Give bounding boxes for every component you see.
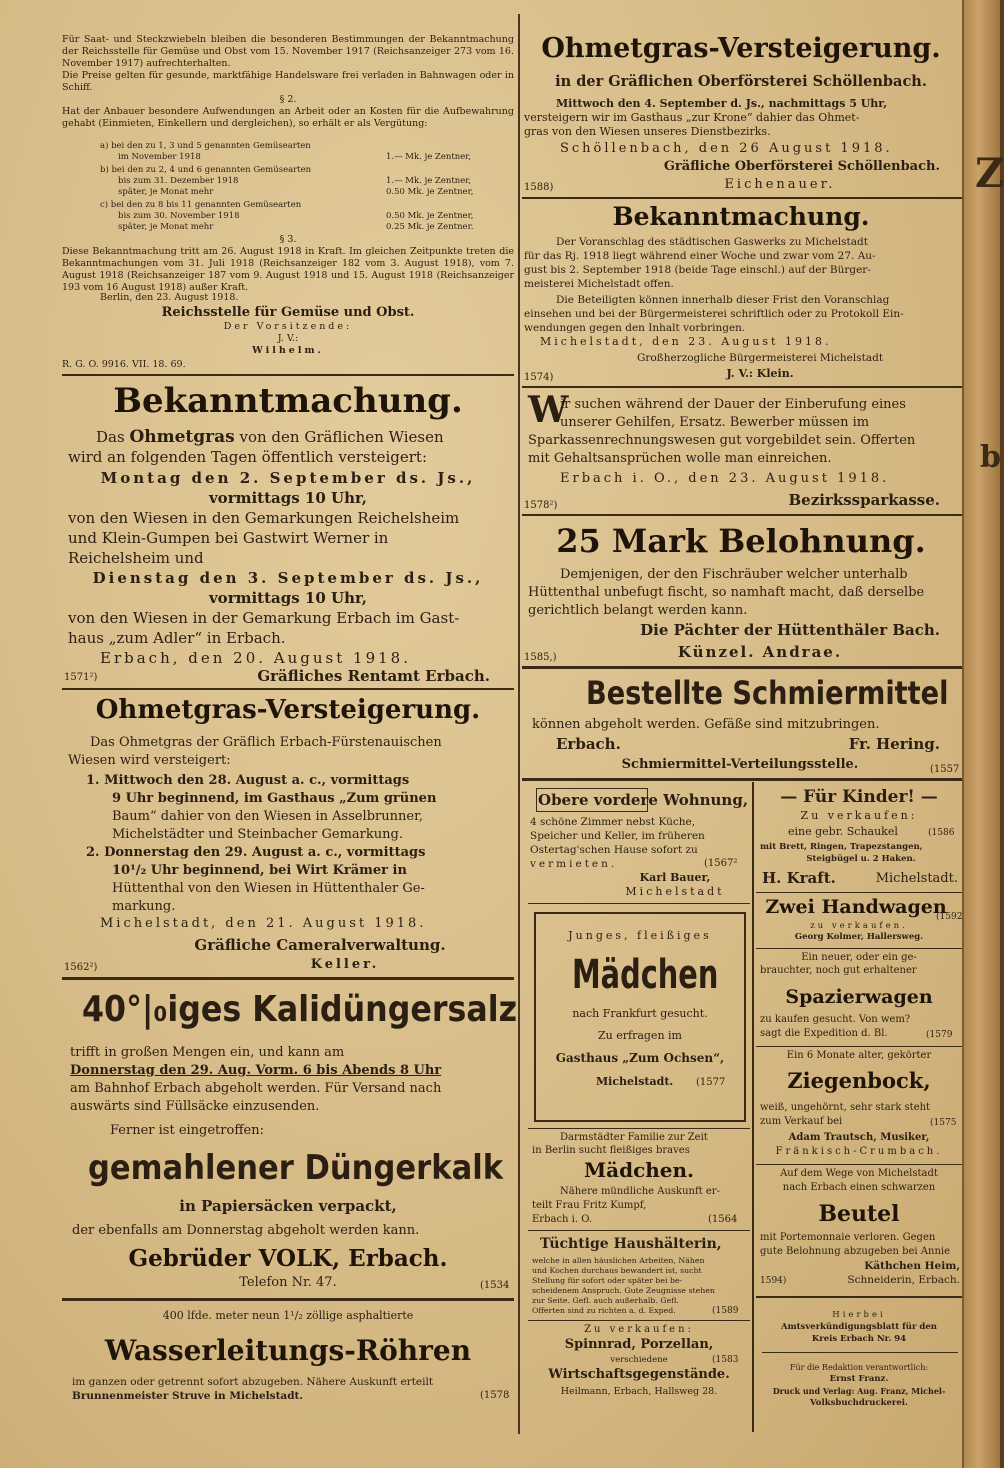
text-line: weiß, ungehörnt, sehr stark steht xyxy=(760,1102,931,1113)
text-line: Georg Kolmer, Hallersweg. xyxy=(794,932,924,942)
list-item-price: 1.— Mk. je Zentner, xyxy=(386,176,472,186)
text-line: in Berlin sucht fleißiges braves xyxy=(532,1145,690,1156)
list-item: Michelstädter und Steinbacher Gemarkung. xyxy=(112,827,403,842)
text-line: 4 schöne Zimmer nebst Küche, xyxy=(530,816,696,828)
reference-number: R. G. O. 9916. VII. 18. 69. xyxy=(62,359,186,370)
list-item-label: a) bei den zu 1, 3 und 5 genannten Gemüsearten xyxy=(100,141,311,151)
text-line: einsehen und bei der Bürgermeisterei schriftlich oder zu Protokoll Ein- xyxy=(524,308,904,320)
divider xyxy=(756,1046,962,1047)
ad-title: Tüchtige Haushälterin, xyxy=(540,1236,722,1252)
text-line: und Kochen durchaus bewandert ist, sucht xyxy=(532,1266,702,1275)
paragraph: Die Preise gelten für gesunde, marktfähige Handelsware frei verladen in Bahnwagen oder in Schiff. xyxy=(62,70,514,93)
text-line: mit Brett, Ringen, Trapezstangen, xyxy=(760,842,923,852)
signature: Gräfliche Cameralverwaltung. xyxy=(194,936,446,954)
divider xyxy=(62,374,514,376)
divider xyxy=(522,514,962,516)
text-line: Gasthaus „Zum Ochsen“, xyxy=(555,1051,725,1065)
text-line: am Bahnhof Erbach abgeholt werden. Für Versand nach xyxy=(70,1081,442,1096)
firm: Fr. Hering. xyxy=(848,735,940,753)
text-line: gerichtlich belangt werden kann. xyxy=(528,603,748,618)
date-line: Dienstag den 3. September ds. Js., xyxy=(92,569,484,587)
text-line: mit Gehaltsansprüchen wolle man einreichen. xyxy=(528,451,832,466)
text-line: Offerten sind zu richten a. d. Exped. xyxy=(532,1306,676,1315)
name: Karl Bauer, xyxy=(639,871,711,884)
text-line: Stellung für sofort oder später bei be- xyxy=(532,1276,683,1285)
divider xyxy=(62,688,514,690)
ad-title: Ziegenbock, xyxy=(787,1068,931,1093)
ad-number: (1578 xyxy=(480,1390,510,1401)
text-line: von den Wiesen in den Gemarkungen Reichelsheim xyxy=(68,509,460,527)
ad-number: (1567² xyxy=(704,858,738,869)
text-line: Ferner ist eingetroffen: xyxy=(110,1123,265,1138)
divider xyxy=(522,778,962,781)
dateline: Erbach i. O., den 23. August 1918. xyxy=(560,471,890,486)
text-line: zur Seite. Gefl. auch außerhalb. Gefl. xyxy=(532,1296,679,1305)
signature-name: Wilhelm. xyxy=(252,345,324,356)
text-line: gust bis 2. September 1918 (beide Tage einschl.) auf der Bürger- xyxy=(524,264,871,276)
paragraph: Hat der Anbauer besondere Aufwendungen an Arbeit oder an Kosten für die Aufbewahrung gehabt (Einmieten, Einkellern und dergleichen), so erhält er als Vergütung: xyxy=(62,106,514,129)
paragraph: Für Saat- und Steckzwiebeln bleiben die besonderen Bestimmungen der Bekanntmachung der Reichsstelle für Gemüse und Obst vom 15. November 1917 (Reichsanzeiger 273 vom 16. November 1917) aufrechterhalten. xyxy=(62,34,514,69)
text-line: mit Portemonnaie verloren. Gegen xyxy=(760,1232,936,1243)
text-line: 400 lfde. meter neun 1¹/₂ zöllige asphaltierte xyxy=(162,1309,414,1322)
subcolumn-divider xyxy=(752,782,754,1432)
text-line: Ernst Franz. xyxy=(829,1374,889,1384)
divider xyxy=(62,1298,514,1301)
list-item: Hüttenthal von den Wiesen in Hüttenthaler Ge- xyxy=(112,881,425,896)
ad-number: 1574) xyxy=(524,372,554,383)
ad-number: 1571²) xyxy=(64,672,98,683)
text-line: wird an folgenden Tagen öffentlich versteigert: xyxy=(68,448,427,466)
text-line: zum Verkauf bei xyxy=(760,1116,843,1127)
ad-title: Spinnrad, Porzellan, xyxy=(564,1337,714,1352)
place: Erbach. xyxy=(556,735,621,753)
ad-number: (1557 xyxy=(930,764,960,775)
text-line: Wiesen wird versteigert: xyxy=(68,753,231,768)
time-line: vormittags 10 Uhr, xyxy=(208,589,368,607)
text-line: von den Wiesen in der Gemarkung Erbach im Gast- xyxy=(68,609,460,627)
text-line: Donnerstag den 29. Aug. Vorm. 6 bis Abends 8 Uhr xyxy=(70,1063,442,1078)
text-line: gute Belohnung abzugeben bei Annie xyxy=(760,1246,951,1257)
ad-number: 1594) xyxy=(760,1276,787,1286)
text-line: Brunnenmeister Struve in Michelstadt. xyxy=(72,1390,304,1402)
text-line: und Klein-Gumpen bei Gastwirt Werner in xyxy=(68,529,389,547)
signature-proxy: J. V.: xyxy=(277,333,299,344)
place: Michelstadt xyxy=(625,885,725,898)
list-item-sub: bis zum 30. November 1918 xyxy=(118,211,240,221)
dateline: Michelstadt, den 21. August 1918. xyxy=(100,916,427,931)
notice-title: Bekanntmachung. xyxy=(113,381,463,421)
text-line: welche in allen häuslichen Arbeiten, Nähen xyxy=(532,1256,705,1265)
signature: Die Pächter der Hüttenthäler Bach. xyxy=(640,621,940,639)
text-line: Hüttenthal unbefugt fischt, so namhaft macht, daß derselbe xyxy=(528,585,925,600)
ad-number: (1583 xyxy=(712,1355,739,1365)
text-line: der ebenfalls am Donnerstag abgeholt werden kann. xyxy=(72,1223,420,1238)
list-item-sub: bis zum 31. Dezember 1918 xyxy=(118,176,239,186)
list-item-price: 1.— Mk. je Zentner, xyxy=(386,152,472,162)
ad-number: 1588) xyxy=(524,182,554,193)
text-line: sagt die Expedition d. Bl. xyxy=(760,1028,888,1039)
ad-title: Wirtschaftsgegenstände. xyxy=(548,1367,730,1382)
dateline: Berlin, den 23. August 1918. xyxy=(100,292,239,303)
list-item-sub: später, je Monat mehr xyxy=(118,187,214,197)
text-line: Darmstädter Familie zur Zeit xyxy=(560,1132,708,1143)
text-line: Speicher und Keller, im früheren xyxy=(530,830,705,842)
signature-name: Eichenauer. xyxy=(724,177,836,192)
notice-title: Ohmetgras-Versteigerung. xyxy=(541,33,941,64)
ad-number: (1534 xyxy=(480,1280,510,1291)
text-line: scheidenem Anspruch. Gute Zeugnisse stehen xyxy=(532,1286,715,1295)
list-item-label: c) bei den zu 8 bis 11 genannten Gemüsearten xyxy=(100,200,302,210)
next-page-edge xyxy=(962,0,1000,1468)
ad-title: Obere vordere Wohnung, xyxy=(538,791,749,809)
text-line: für das Rj. 1918 liegt während einer Woche und zwar vom 27. Au- xyxy=(524,250,876,262)
text-line: im ganzen oder getrennt sofort abzugeben. Nähere Auskunft erteilt xyxy=(72,1376,434,1388)
text-line: Volksbuchdruckerei. xyxy=(809,1398,908,1408)
text-line: Der Voranschlag des städtischen Gaswerks zu Michelstadt xyxy=(556,236,868,248)
place: Michelstadt. xyxy=(875,871,958,886)
paragraph: Diese Bekanntmachung tritt am 26. August 1918 in Kraft. Im gleichen Zeitpunkte treten die Bekanntmachungen vom 31. Juli 1918 (Reichsanzeiger 182 vom 3. August 1918), vom 7. August 1918 (Reichsanzeiger 187 vom 9. August 1918 und 15. August 1918 (Reichsanzeiger 193 vom 16 August 1918) außer Kraft. xyxy=(62,246,514,293)
ad-title: Beutel xyxy=(818,1201,900,1227)
signature-org: Großherzogliche Bürgermeisterei Michelstadt xyxy=(636,352,884,364)
place: Michelstadt. xyxy=(596,1075,674,1088)
text-line: verschiedene xyxy=(610,1355,668,1365)
list-item-price: 0.50 Mk. je Zentner, xyxy=(386,187,474,197)
notice-title: 40°|₀iges Kalidüngersalz xyxy=(82,989,518,1030)
date-line: Montag den 2. September ds. Js., xyxy=(100,469,476,487)
text-line: ir suchen während der Dauer der Einberufung eines xyxy=(560,397,906,412)
telephone: Telefon Nr. 47. xyxy=(239,1275,337,1290)
divider xyxy=(756,892,962,893)
text-line: Auf dem Wege von Michelstadt xyxy=(780,1168,938,1179)
ad-number: 1585,) xyxy=(524,652,557,663)
ad-title: Mädchen. xyxy=(583,1158,695,1182)
divider xyxy=(528,903,750,904)
notice-title-box xyxy=(522,670,960,716)
divider xyxy=(756,948,962,949)
divider xyxy=(528,1320,750,1321)
text-line: Steigbügel u. 2 Haken. xyxy=(806,854,916,864)
notice-title: Bestellte Schmiermittel xyxy=(586,674,949,712)
dateline: Erbach, den 20. August 1918. xyxy=(100,649,411,667)
text-line xyxy=(68,427,514,447)
text-line: Das Ohmetgras der Gräflich Erbach-Fürstenauischen xyxy=(90,735,442,750)
text-line: Kreis Erbach Nr. 94 xyxy=(811,1334,907,1344)
ad-number: (1589 xyxy=(712,1306,739,1316)
text-line: können abgeholt werden. Gefäße sind mitzubringen. xyxy=(532,717,880,732)
text-line: Sparkassenrechnungswesen gut vorgebildet sein. Offerten xyxy=(528,433,916,448)
signature: Gräfliches Rentamt Erbach. xyxy=(257,667,490,685)
notice-title: 25 Mark Belohnung. xyxy=(556,522,926,560)
text-line: unserer Gehilfen, Ersatz. Bewerber müssen im xyxy=(560,415,870,430)
text-line: auswärts sind Füllsäcke einzusenden. xyxy=(70,1099,320,1114)
text-line: Junges, fleißiges xyxy=(568,929,712,942)
ad-title: Spazierwagen xyxy=(785,986,933,1008)
ad-number: (1579 xyxy=(926,1030,953,1040)
notice-title: Ohmetgras-Versteigerung. xyxy=(95,695,481,725)
signature-name: Keller. xyxy=(310,957,380,972)
highlight-word: Ohmetgras xyxy=(129,427,235,447)
text-line: Hierbei xyxy=(832,1310,886,1320)
ad-number: (1564 xyxy=(708,1214,738,1225)
text-line: Heilmann, Erbach, Hallsweg 28. xyxy=(560,1386,718,1397)
notice-title: Wasserleitungs-Röhren xyxy=(104,1334,472,1367)
text-line: brauchter, noch gut erhaltener xyxy=(760,965,917,976)
list-item-sub: später, je Monat mehr xyxy=(118,222,214,232)
text-line: zu verkaufen. xyxy=(810,921,908,931)
text-line: Zu verkaufen: xyxy=(584,1324,694,1335)
list-item: Baum“ dahier von den Wiesen in Asselbrunner, xyxy=(112,809,423,824)
divider xyxy=(522,197,962,199)
list-item-price: 0.25 Mk. je Zentner. xyxy=(386,222,474,232)
text-line: gras von den Wiesen unseres Dienstbezirks. xyxy=(524,125,771,138)
text-line: Nähere mündliche Auskunft er- xyxy=(560,1186,720,1197)
section-heading: § 2. xyxy=(279,94,297,105)
text-line: eine gebr. Schaukel xyxy=(788,825,898,838)
signature-title: Der Vorsitzende: xyxy=(223,321,353,332)
ad-number: 1562²) xyxy=(64,962,98,973)
text-line: Mittwoch den 4. September d. Js., nachmittags 5 Uhr, xyxy=(556,97,888,110)
sub-title: gemahlener Düngerkalk xyxy=(88,1148,504,1188)
ad-title-box xyxy=(534,946,746,1004)
divider xyxy=(762,1352,958,1353)
text-line: in Papiersäcken verpackt, xyxy=(179,1197,397,1215)
ad-number: (1586 xyxy=(928,828,955,838)
place: Schneiderin, Erbach. xyxy=(847,1274,960,1286)
text-line: Adam Trautsch, Musiker, xyxy=(788,1132,930,1143)
list-item: 1. Mittwoch den 28. August a. c., vormittags xyxy=(86,773,410,788)
divider xyxy=(522,666,962,669)
list-item: 2. Donnerstag den 29. August a. c., vormittags xyxy=(86,845,426,860)
ad-title: Mädchen xyxy=(572,952,719,998)
text-line: zu kaufen gesucht. Von wem? xyxy=(760,1014,911,1025)
ad-title: Zwei Handwagen xyxy=(765,896,947,918)
text-line: Ostertag'schen Hause sofort zu xyxy=(530,844,698,856)
signature: J. V.: Klein. xyxy=(726,367,794,380)
list-item: 9 Uhr beginnend, im Gasthaus „Zum grünen xyxy=(112,791,437,806)
text-line: Erbach i. O. xyxy=(532,1214,593,1225)
ad-number: (1592 xyxy=(936,912,963,922)
signature: Bezirkssparkasse. xyxy=(788,491,940,509)
text-line: Fränkisch-Crumbach. xyxy=(775,1146,943,1157)
text-line: nach Frankfurt gesucht. xyxy=(572,1007,708,1020)
divider xyxy=(756,1164,962,1165)
notice-title-box xyxy=(62,982,518,1044)
text-line: Druck und Verlag: Aug. Franz, Michel- xyxy=(772,1386,946,1396)
time-line: vormittags 10 Uhr, xyxy=(208,489,368,507)
signature-org: Reichsstelle für Gemüse und Obst. xyxy=(161,305,415,320)
signature-names: Künzel. Andrae. xyxy=(677,643,843,661)
column-divider xyxy=(518,14,520,1434)
text-fragment: Das xyxy=(96,428,125,446)
text-line: vermieten. xyxy=(530,858,618,870)
text-fragment: von den Gräflichen Wiesen xyxy=(239,428,444,446)
firm-name: Gebrüder VOLK, Erbach. xyxy=(128,1245,448,1272)
name: Käthchen Heim, xyxy=(864,1260,960,1272)
ad-title: — Für Kinder! — xyxy=(780,787,938,807)
divider xyxy=(528,1128,750,1129)
text-line: Zu verkaufen: xyxy=(800,809,918,822)
list-item-label: b) bei den zu 2, 4 und 6 genannten Gemüsearten xyxy=(100,165,312,175)
signature: Gräfliche Oberförsterei Schöllenbach. xyxy=(663,159,940,174)
edge-glyph: Z xyxy=(975,150,1004,197)
list-item-price: 0.50 Mk. je Zentner, xyxy=(386,211,474,221)
text-line: haus „zum Adler“ in Erbach. xyxy=(68,629,286,647)
divider xyxy=(522,386,962,388)
text-line: Für die Redaktion verantwortlich: xyxy=(789,1363,929,1372)
ad-number: (1577 xyxy=(696,1077,726,1088)
text-line: nach Erbach einen schwarzen xyxy=(782,1182,936,1193)
section-heading: § 3. xyxy=(279,234,297,245)
text-line: Die Beteiligten können innerhalb dieser Frist den Voranschlag xyxy=(556,294,890,306)
notice-title: Bekanntmachung. xyxy=(612,202,870,231)
notice-subtitle: in der Gräflichen Oberförsterei Schöllenbach. xyxy=(555,73,927,90)
edge-glyph: b xyxy=(980,440,1001,475)
subtitle-box xyxy=(62,1142,514,1198)
dateline: Schöllenbach, den 26 August 1918. xyxy=(560,141,893,156)
ad-number: 1578²) xyxy=(524,500,558,511)
ad-number: (1575 xyxy=(930,1118,957,1128)
text-line: teilt Frau Fritz Kumpf, xyxy=(532,1200,647,1211)
divider xyxy=(528,1230,750,1231)
list-item: markung. xyxy=(112,899,176,914)
text-line: trifft in großen Mengen ein, und kann am xyxy=(70,1045,345,1060)
list-item: 10¹/₂ Uhr beginnend, bei Wirt Krämer in xyxy=(112,863,407,878)
list-item-sub: im November 1918 xyxy=(118,152,201,162)
signature-org: Schmiermittel-Verteilungsstelle. xyxy=(621,757,859,772)
text-line: meisterei Michelstadt offen. xyxy=(524,278,674,290)
dateline: Michelstadt, den 23. August 1918. xyxy=(540,335,832,348)
text-line: Ein 6 Monate alter, gekörter xyxy=(786,1050,932,1061)
text-line: Zu erfragen im xyxy=(598,1029,682,1042)
text-line: Demjenigen, der den Fischräuber welcher unterhalb xyxy=(560,567,908,582)
text-line: Amtsverkündigungsblatt für den xyxy=(781,1322,937,1332)
divider xyxy=(62,977,514,980)
text-line: wendungen gegen den Inhalt vorbringen. xyxy=(524,322,746,334)
text-line: Ein neuer, oder ein ge- xyxy=(801,952,917,963)
divider xyxy=(756,1296,962,1298)
drop-cap: W xyxy=(528,389,569,431)
text-line: Reichelsheim und xyxy=(68,549,204,567)
text-line: versteigern wir im Gasthaus „zur Krone“ dahier das Ohmet- xyxy=(524,111,860,124)
name: H. Kraft. xyxy=(762,869,836,887)
